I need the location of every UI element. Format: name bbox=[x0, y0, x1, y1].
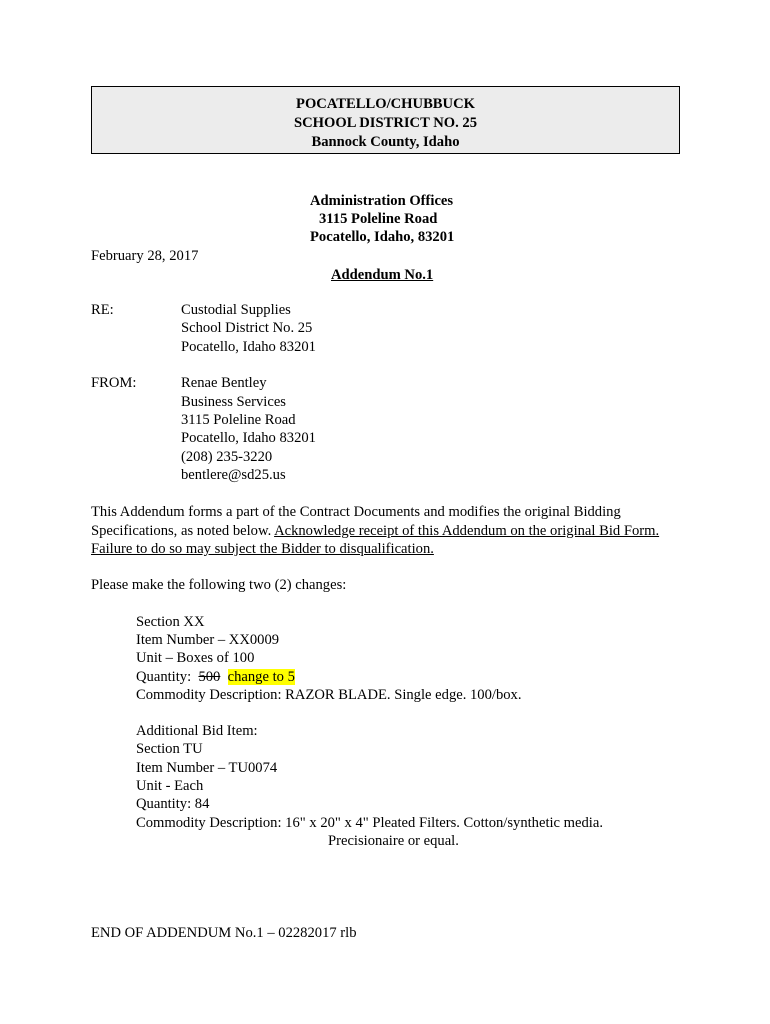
change2-quantity: Quantity: 84 bbox=[136, 796, 210, 812]
addendum-title: Addendum No.1 bbox=[331, 267, 434, 283]
change1-item: Item Number – XX0009 bbox=[136, 632, 280, 648]
change1-quantity bbox=[136, 668, 295, 686]
district-name-line1: POCATELLO/CHUBBUCK bbox=[296, 96, 475, 112]
change2-commodity: Commodity Description: 16" x 20" x 4" Pleated Filters. Cotton/synthetic media. bbox=[136, 815, 603, 831]
county-line: Bannock County, Idaho bbox=[311, 134, 460, 150]
from-email: bentlere@sd25.us bbox=[181, 467, 286, 483]
change2-section: Section TU bbox=[136, 741, 203, 757]
re-line: School District No. 25 bbox=[181, 320, 313, 336]
change1-quantity-new: change to 5 bbox=[227, 669, 295, 685]
changes-intro: Please make the following two (2) changes: bbox=[91, 577, 347, 593]
from-line: Pocatello, Idaho 83201 bbox=[181, 430, 316, 446]
change2-item: Item Number – TU0074 bbox=[136, 760, 278, 776]
change2-heading: Additional Bid Item: bbox=[136, 723, 258, 739]
re-line: Pocatello, Idaho 83201 bbox=[181, 339, 316, 355]
change2-commodity-cont: Precisionaire or equal. bbox=[328, 833, 459, 849]
change1-quantity-label: Quantity: bbox=[136, 669, 199, 685]
change2-unit: Unit - Each bbox=[136, 778, 204, 794]
change1-section: Section XX bbox=[136, 614, 205, 630]
change1-quantity-old: 500 bbox=[198, 669, 221, 685]
offices-city: Pocatello, Idaho, 83201 bbox=[310, 229, 455, 245]
district-name-line2: SCHOOL DISTRICT NO. 25 bbox=[293, 115, 477, 131]
from-line: Business Services bbox=[181, 394, 286, 410]
letterhead-box bbox=[91, 86, 680, 154]
from-line: (208) 235-3220 bbox=[181, 449, 273, 465]
intro-text: This Addendum forms a part of the Contract Documents and modifies the original Bidding Specifications, as noted below. bbox=[91, 504, 621, 539]
from-label: FROM: bbox=[91, 375, 137, 391]
change1-commodity: Commodity Description: RAZOR BLADE. Single edge. 100/box. bbox=[136, 687, 522, 703]
offices-title: Administration Offices bbox=[310, 193, 454, 209]
intro-acknowledge-text: Acknowledge receipt of this Addendum on the original Bid Form. Failure to do so may subject the Bidder to disqualification. bbox=[91, 522, 660, 557]
from-line: 3115 Poleline Road bbox=[181, 412, 296, 428]
re-line: Custodial Supplies bbox=[181, 302, 291, 318]
from-line: Renae Bentley bbox=[181, 375, 267, 391]
letter-date: February 28, 2017 bbox=[91, 248, 199, 264]
offices-street: 3115 Poleline Road bbox=[319, 211, 438, 227]
re-label: RE: bbox=[91, 302, 114, 318]
change1-unit: Unit – Boxes of 100 bbox=[136, 650, 255, 666]
intro-paragraph bbox=[91, 503, 691, 559]
end-of-addendum: END OF ADDENDUM No.1 – 02282017 rlb bbox=[91, 925, 357, 941]
